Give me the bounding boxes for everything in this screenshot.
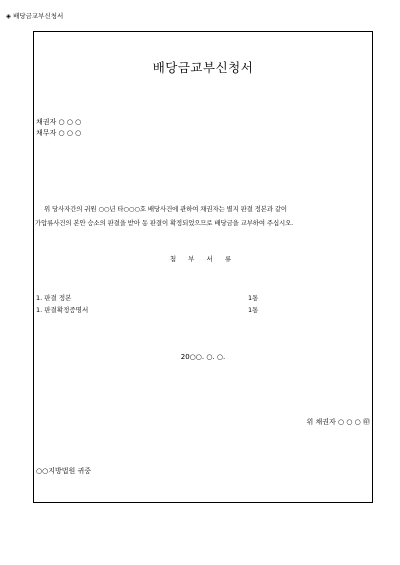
document-title: 배당금교부신청서 <box>152 60 254 75</box>
body-line-2: 가압류사건의 본안 승소의 판결을 받아 동 판결이 확정되었으므로 배당금을 교부하여 주십시오. <box>35 219 294 227</box>
debtor-line: 채무자 ○ ○ ○ <box>36 129 82 137</box>
document-frame <box>33 31 373 503</box>
attachment-quantity: 1통 <box>248 294 259 302</box>
attachments-heading: 첨 부 서 류 <box>169 255 237 263</box>
attachment-item: 1. 판결 정본 <box>36 294 72 302</box>
attachment-item: 1. 판결확정증명서 <box>36 306 89 314</box>
document-caption: ◈ 배당금교부신청서 <box>6 12 64 20</box>
attachment-quantity: 1통 <box>248 306 259 314</box>
creditor-line: 채권자 ○ ○ ○ <box>36 118 82 126</box>
filing-date: 20○○. ○. ○. <box>180 353 226 361</box>
body-line-1: 위 당사자간의 귀원 ○○년 타○○○호 배당사건에 관하여 채권자는 별지 판결 정본과 같이 <box>44 205 287 213</box>
signature-line: 위 채권자 ○ ○ ○ ㊞ <box>306 418 370 426</box>
court-addressee: ○○지방법원 귀중 <box>36 467 92 475</box>
